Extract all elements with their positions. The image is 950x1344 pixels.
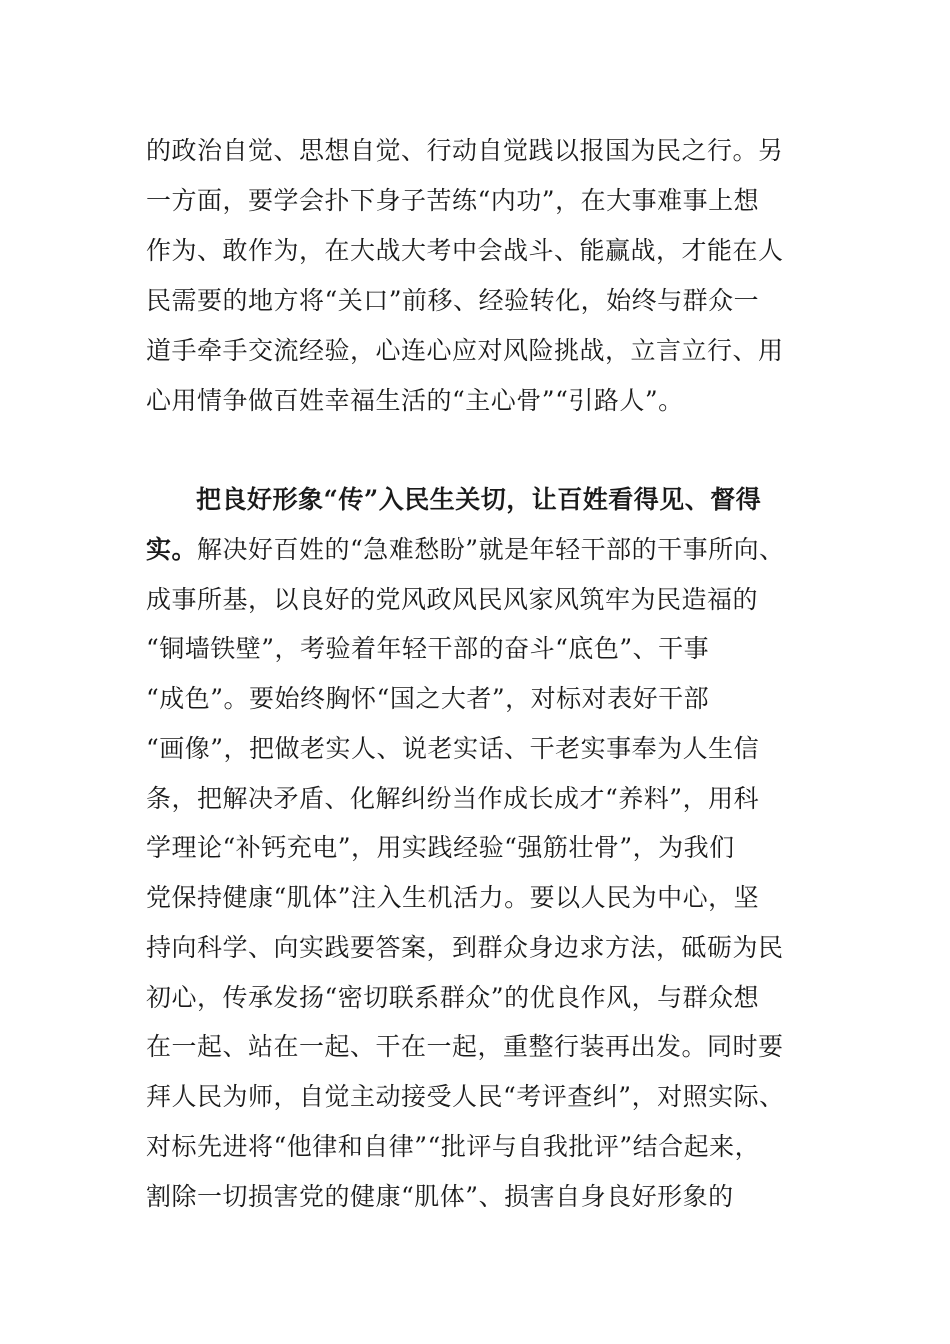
- text-line: “铜墙铁壁”，考验着年轻干部的奋斗“底色”、干事: [146, 634, 710, 663]
- text-line: “画像”，把做老实人、说老实话、干老实事奉为人生信: [146, 734, 760, 763]
- text-line: 对标先进将“他律和自律”“批评与自我批评”结合起来，: [146, 1132, 761, 1161]
- text-line: 拜人民为师，自觉主动接受人民“考评查纠”，对照实际、: [146, 1082, 785, 1111]
- text-line: 割除一切损害党的健康“肌体”、损害自身良好形象的: [146, 1182, 734, 1211]
- paragraph-heading-end: 实。: [146, 535, 198, 564]
- paragraph-heading: 把良好形象“传”入民生关切，让百姓看得见、督得: [196, 485, 762, 514]
- text-span: 解决好百姓的“急难愁盼”就是年轻干部的干事所向、: [197, 535, 785, 564]
- text-line: “成色”。要始终胸怀“国之大者”，对标对表好干部: [146, 684, 710, 713]
- text-line: 作为、敢作为，在大战大考中会战斗、能赢战，才能在人: [146, 236, 784, 265]
- text-line: 初心，传承发扬“密切联系群众”的优良作风，与群众想: [146, 983, 760, 1012]
- text-line: 道手牵手交流经验，心连心应对风险挑战，立言立行、用: [146, 336, 784, 365]
- text-line: 一方面，要学会扑下身子苦练“内功”，在大事难事上想: [146, 186, 760, 215]
- text-line: [146, 533, 785, 567]
- text-line: 在一起、站在一起、干在一起，重整行装再出发。同时要: [146, 1032, 784, 1061]
- text-line: 持向科学、向实践要答案，到群众身边求方法，砥砺为民: [146, 933, 784, 962]
- text-line: 学理论“补钙充电”，用实践经验“强筋壮骨”，为我们: [146, 833, 735, 862]
- text-line: 党保持健康“肌体”注入生机活力。要以人民为中心，坚: [146, 883, 760, 912]
- text-line: 条，把解决矛盾、化解纠纷当作成长成才“养料”，用科: [146, 784, 760, 813]
- text-line: 民需要的地方将“关口”前移、经验转化，始终与群众一: [146, 286, 760, 315]
- text-line: 成事所基，以良好的党风政风民风家风筑牢为民造福的: [146, 585, 759, 614]
- text-line: 心用情争做百姓幸福生活的“主心骨”“引路人”。: [146, 386, 684, 415]
- text-line: 的政治自觉、思想自觉、行动自觉践以报国为民之行。另: [146, 136, 784, 165]
